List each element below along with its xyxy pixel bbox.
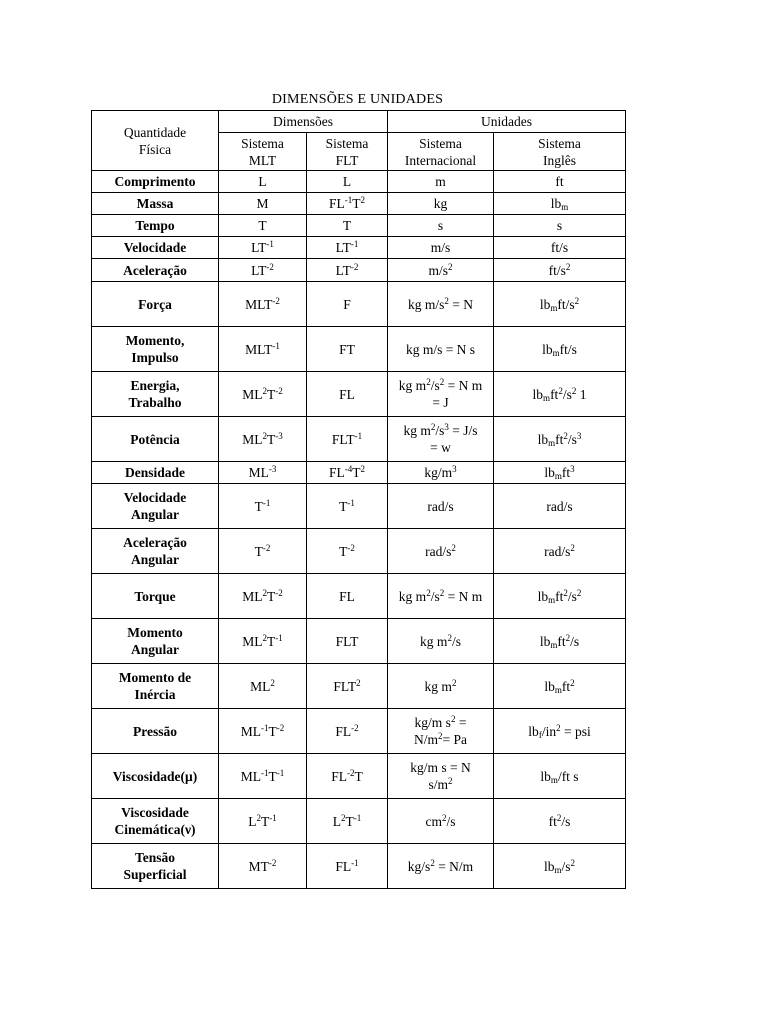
english-cell: $lb_mft/s^2$ [494,282,626,327]
quantity-cell: Torque [92,574,219,619]
mlt-cell: $LT^{-1}$ [219,237,307,259]
quantity-cell: Momento Angular [92,619,219,664]
flt-cell: L [307,171,388,193]
flt-cell: FLT [307,619,388,664]
english-cell: $lb_mft^2/s^3$ [494,417,626,462]
english-cell: $ft^2/s$ [494,799,626,844]
table-row [92,171,626,193]
si-cell: kg/m $s^2$ = $N/m^2= Pa$ [388,709,494,754]
si-cell: kg $m^2/s^2 = N$ m = J [388,372,494,417]
table-row [92,282,626,327]
quantity-cell: Potência [92,417,219,462]
si-cell: s [388,215,494,237]
flt-cell: $FL^{-1}$ [307,844,388,889]
si-cell: kg $m^2/s^3 = J/s$ = w [388,417,494,462]
flt-cell: T [307,215,388,237]
mlt-cell: $L^2T^{-1}$ [219,799,307,844]
mlt-cell: $T^{-1}$ [219,484,307,529]
table-row [92,237,626,259]
table-row [92,664,626,709]
table-row [92,372,626,417]
quantity-cell: Tensão Superficial [92,844,219,889]
mlt-cell: $MLT^{-2}$ [219,282,307,327]
english-cell: $ft/s^2$ [494,259,626,282]
quantity-cell: Viscosidade(μ) [92,754,219,799]
flt-cell: $FLT^{-1}$ [307,417,388,462]
quantity-cell: Momento, Impulso [92,327,219,372]
table-row [92,574,626,619]
mlt-cell: $ML^2T^{-2}$ [219,372,307,417]
si-cell: m/s [388,237,494,259]
table-row [92,619,626,664]
table-row [92,484,626,529]
quantity-cell: Tempo [92,215,219,237]
flt-cell: $L^2T^{-1}$ [307,799,388,844]
document-title: DIMENSÕES E UNIDADES [271,92,444,107]
english-cell: $lb_f/in^2$ = psi [494,709,626,754]
english-cell: rad/$s^2$ [494,529,626,574]
flt-cell: $LT^{-2}$ [307,259,388,282]
si-cell: kg $m^2/s$ [388,619,494,664]
english-cell: $lb_mft^2/s$ [494,619,626,664]
header-english: Sistema Inglês [494,133,626,171]
quantity-cell: Densidade [92,462,219,484]
flt-cell: FLT$^2$ [307,664,388,709]
flt-cell: $FL^{-2}T$ [307,754,388,799]
english-cell: ft/s [494,237,626,259]
quantity-cell: Energia, Trabalho [92,372,219,417]
flt-cell: FL [307,372,388,417]
si-cell: m [388,171,494,193]
si-cell: rad/s [388,484,494,529]
si-cell: kg $m^2$ [388,664,494,709]
mlt-cell: $ML^2T^{-3}$ [219,417,307,462]
english-cell: $lb_mft^2/s^2$ 1 [494,372,626,417]
english-cell: $lb_mft^2$ [494,664,626,709]
english-cell: $lb_m$ [494,193,626,215]
mlt-cell: $MT^{-2}$ [219,844,307,889]
english-cell: $lb_mft/s$ [494,327,626,372]
flt-cell: $T^{-2}$ [307,529,388,574]
quantity-cell: Aceleração Angular [92,529,219,574]
table-row [92,327,626,372]
mlt-cell: $ML^{-3}$ [219,462,307,484]
mlt-cell: M [219,193,307,215]
quantity-cell: Comprimento [92,171,219,193]
si-cell: $kg/m^3$ [388,462,494,484]
quantity-cell: Viscosidade Cinemática(ν) [92,799,219,844]
mlt-cell: T [219,215,307,237]
english-cell: ft [494,171,626,193]
english-cell: s [494,215,626,237]
english-cell: $lb_m/ft$ s [494,754,626,799]
flt-cell: $T^{-1}$ [307,484,388,529]
flt-cell: F [307,282,388,327]
table-row [92,462,626,484]
table-row [92,215,626,237]
si-cell: kg $m/s^2 = N$ [388,282,494,327]
mlt-cell: $ML^{-1}T^{-1}$ [219,754,307,799]
english-cell: rad/s [494,484,626,529]
table-row [92,844,626,889]
mlt-cell: $MLT^{-1}$ [219,327,307,372]
mlt-cell: $ML^2T^{-2}$ [219,574,307,619]
quantity-cell: Pressão [92,709,219,754]
table-row [92,709,626,754]
header-quantity: Quantidade Física [92,111,219,171]
mlt-cell: $ML^{-1}T^{-2}$ [219,709,307,754]
si-cell: rad/$s^2$ [388,529,494,574]
flt-cell: $LT^{-1}$ [307,237,388,259]
table-body [92,171,626,889]
english-cell: $lb_m/s^2$ [494,844,626,889]
header-mlt: Sistema MLT [219,133,307,171]
quantity-cell: Velocidade [92,237,219,259]
mlt-cell: $T^{-2}$ [219,529,307,574]
header-units: Unidades [388,111,626,133]
si-cell: kg $m^2/s^2 = N$ m [388,574,494,619]
table-row [92,754,626,799]
header-flt: Sistema FLT [307,133,388,171]
quantity-cell: Massa [92,193,219,215]
quantity-cell: Velocidade Angular [92,484,219,529]
flt-cell: FL [307,574,388,619]
header-si: Sistema Internacional [388,133,494,171]
mlt-cell: $ML^2T^{-1}$ [219,619,307,664]
table-row [92,193,626,215]
mlt-cell: $ML^2$ [219,664,307,709]
quantity-cell: Aceleração [92,259,219,282]
si-cell: $cm^2/s$ [388,799,494,844]
mlt-cell: L [219,171,307,193]
units-table [91,110,626,889]
table-row [92,799,626,844]
header-dimensions: Dimensões [219,111,388,133]
table-row [92,529,626,574]
english-cell: $lb_mft^3$ [494,462,626,484]
si-cell: kg [388,193,494,215]
mlt-cell: $LT^{-2}$ [219,259,307,282]
flt-cell: $FL^{-4}T^2$ [307,462,388,484]
si-cell: kg m/s = N s [388,327,494,372]
flt-cell: $FL^{-2}$ [307,709,388,754]
si-cell: $m/s^2$ [388,259,494,282]
si-cell: $kg/s^2 = N/m$ [388,844,494,889]
table-row [92,259,626,282]
quantity-cell: Força [92,282,219,327]
english-cell: $lb_mft^2/s^2$ [494,574,626,619]
si-cell: kg/m s = N $s/m^2$ [388,754,494,799]
flt-cell: $FL^{-1}T^2$ [307,193,388,215]
quantity-cell: Momento de Inércia [92,664,219,709]
flt-cell: FT [307,327,388,372]
table-row [92,417,626,462]
